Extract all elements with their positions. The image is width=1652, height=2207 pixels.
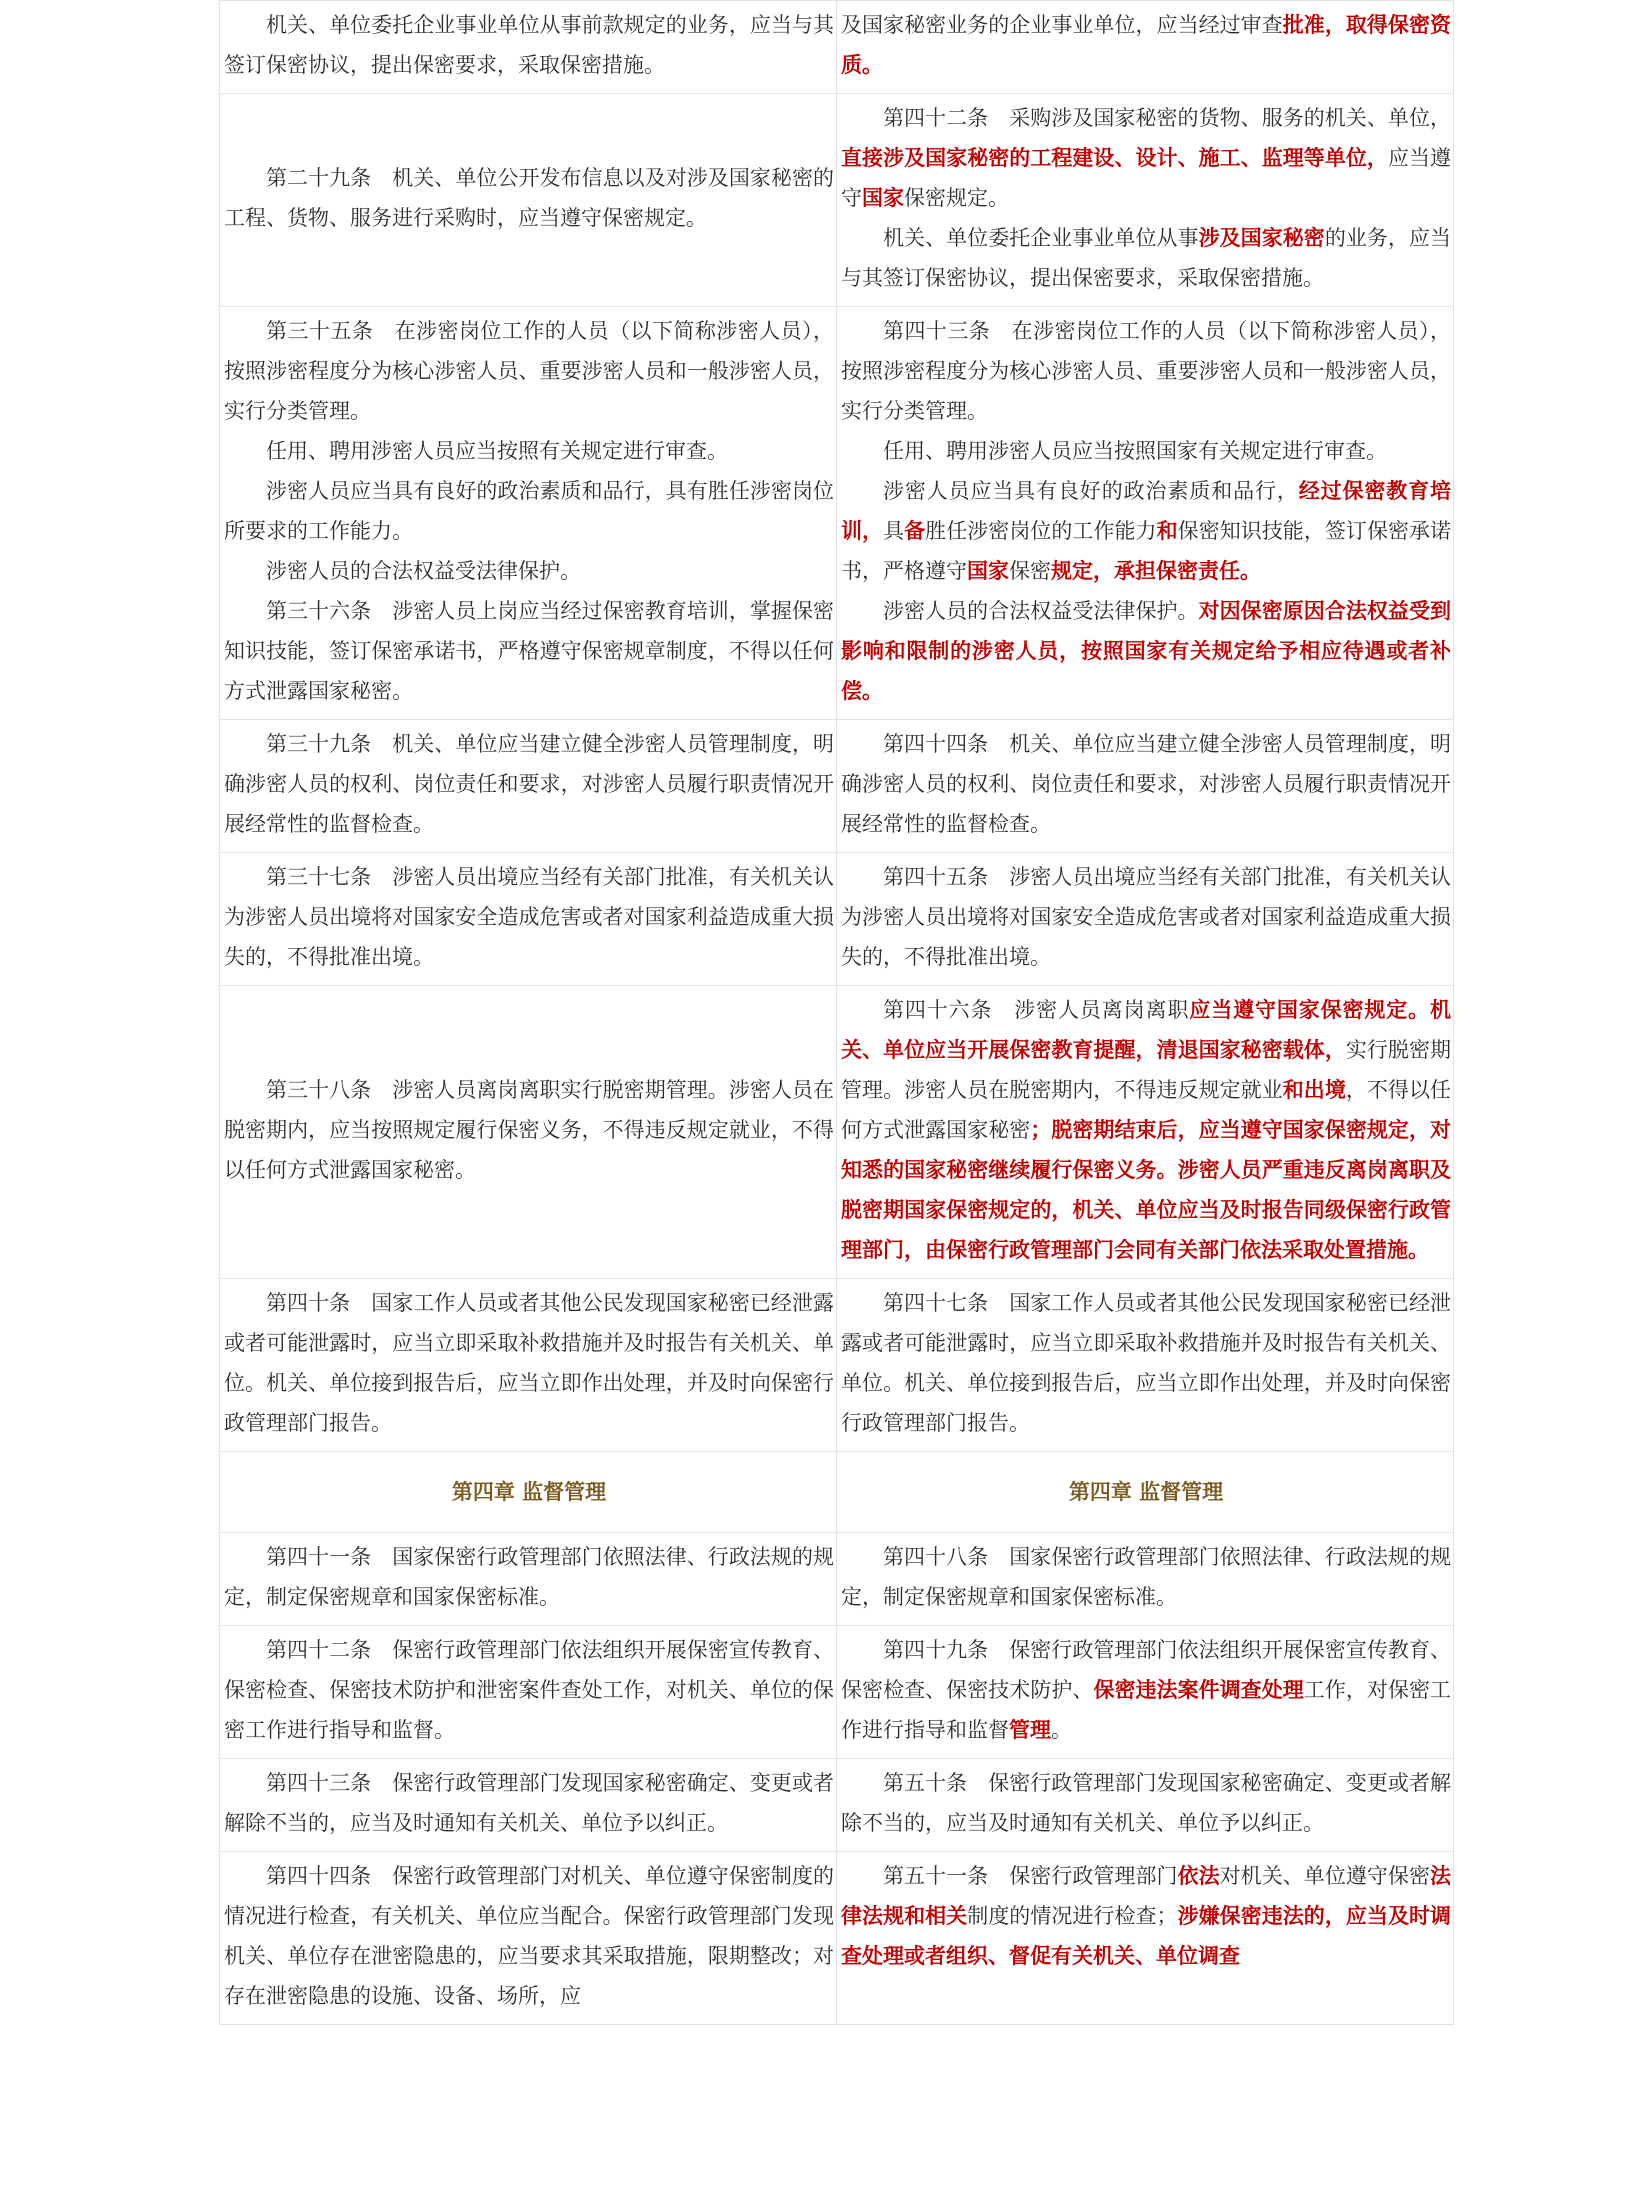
article-paragraph: [224, 1856, 834, 2016]
article-row: [220, 720, 1454, 853]
amended-text: 备: [904, 519, 926, 543]
article-text: 应当遵守: [841, 146, 1452, 210]
old-version-cell: [220, 720, 837, 853]
amended-text: 管理: [1009, 1718, 1051, 1742]
article-row: [220, 94, 1454, 307]
article-text: 第四十七条 国家工作人员或者其他公民发现国家秘密已经泄露或者可能泄露时，应当立即采取补救措施并及时报告有关机关、单位。机关、单位接到报告后，应当立即作出处理，并及时向保密行政管理部门报告。: [841, 1291, 1451, 1435]
article-text: 第四十八条 国家保密行政管理部门依照法律、行政法规的规定，制定保密规章和国家保密标准。: [841, 1545, 1451, 1609]
comparison-table-body: [220, 1, 1454, 2025]
article-text: 第四十六条 涉密人员离岗离职: [883, 998, 1190, 1022]
article-text: 保密规定。: [904, 186, 1009, 210]
article-text: 实行脱密期管理。涉密人员在脱密期内，不得违反规定就业: [841, 1038, 1452, 1102]
article-text: 第三十八条 涉密人员离岗离职实行脱密期管理。涉密人员在脱密期内，应当按照规定履行保密义务，不得违反规定就业，不得以任何方式泄露国家秘密。: [224, 1078, 834, 1182]
old-version-cell: [220, 94, 837, 307]
article-paragraph: [841, 1856, 1451, 1976]
amended-text: 和: [1156, 519, 1178, 543]
article-paragraph: [841, 857, 1451, 977]
article-row: [220, 853, 1454, 986]
article-text: 第三十七条 涉密人员出境应当经有关部门批准，有关机关认为涉密人员出境将对国家安全造成危害或者对国家利益造成重大损失的，不得批准出境。: [224, 865, 834, 969]
article-paragraph: [841, 1537, 1451, 1617]
article-paragraph: [224, 311, 834, 431]
article-paragraph: [224, 431, 834, 471]
old-version-cell: [220, 307, 837, 720]
new-version-cell: [837, 1626, 1454, 1759]
article-paragraph: [841, 218, 1451, 298]
article-text: 第四十三条 保密行政管理部门发现国家秘密确定、变更或者解除不当的，应当及时通知有关机关、单位予以纠正。: [224, 1771, 834, 1835]
article-text: 第五十条 保密行政管理部门发现国家秘密确定、变更或者解除不当的，应当及时通知有关机关、单位予以纠正。: [841, 1771, 1451, 1835]
article-paragraph: [841, 311, 1451, 431]
article-paragraph: [224, 471, 834, 551]
amended-text: 对因保密原因合法权益受到影响和限制的涉密人员，按照国家有关规定给予相应待遇或者补偿。: [841, 599, 1452, 703]
amended-text: 依法: [1177, 1864, 1220, 1888]
amended-text: 批准，取得保密资质。: [841, 13, 1451, 77]
article-text: 机关、单位委托企业事业单位从事前款规定的业务，应当与其签订保密协议，提出保密要求，采取保密措施。: [224, 13, 834, 77]
article-row: [220, 1626, 1454, 1759]
amended-text: 国家: [862, 186, 904, 210]
article-text: 制度的情况进行检查；: [967, 1904, 1178, 1928]
article-text: 涉密人员应当具有良好的政治素质和品行，具有胜任涉密岗位所要求的工作能力。: [224, 479, 834, 543]
article-row: [220, 1852, 1454, 2025]
article-text: 胜任涉密岗位的工作能力: [925, 519, 1157, 543]
article-paragraph: [224, 5, 834, 85]
article-text: 第四十五条 涉密人员出境应当经有关部门批准，有关机关认为涉密人员出境将对国家安全造成危害或者对国家利益造成重大损失的，不得批准出境。: [841, 865, 1451, 969]
chapter-heading: 第四章 监督管理: [1068, 1480, 1224, 1504]
new-version-cell: [837, 1279, 1454, 1452]
article-paragraph: [841, 1283, 1451, 1443]
article-text: 第四十二条 采购涉及国家秘密的货物、服务的机关、单位，: [883, 106, 1451, 130]
amended-text: 国家: [967, 559, 1009, 583]
article-text: 的业务，应当与其签订保密协议，提出保密要求，采取保密措施。: [841, 226, 1452, 290]
article-paragraph: [224, 158, 834, 238]
amended-text: ；脱密期结束后，应当遵守国家保密规定，对知悉的国家秘密继续履行保密义务。涉密人员严重违反离岗离职及脱密期国家保密规定的，机关、单位应当及时报告同级保密行政管理部门，由保密行政管理部门会同有关部门依法采取处置措施。: [841, 1118, 1452, 1262]
old-version-cell: [220, 853, 837, 986]
article-paragraph: [224, 724, 834, 844]
article-text: 第三十五条 在涉密岗位工作的人员（以下简称涉密人员），按照涉密程度分为核心涉密人员、重要涉密人员和一般涉密人员，实行分类管理。: [224, 319, 834, 423]
article-paragraph: [224, 1070, 834, 1190]
article-row: [220, 1279, 1454, 1452]
article-row: [220, 1533, 1454, 1626]
article-text: 具: [883, 519, 905, 543]
article-text: 机关、单位委托企业事业单位从事: [883, 226, 1199, 250]
amended-text: 保密违法案件调查处理: [1093, 1678, 1304, 1702]
article-text: 涉密人员的合法权益受法律保护。: [883, 599, 1199, 623]
old-version-cell: [220, 1533, 837, 1626]
article-text: 第四十条 国家工作人员或者其他公民发现国家秘密已经泄露或者可能泄露时，应当立即采取补救措施并及时报告有关机关、单位。机关、单位接到报告后，应当立即作出处理，并及时向保密行政管理部门报告。: [224, 1291, 834, 1435]
old-version-cell: [220, 1626, 837, 1759]
article-paragraph: [224, 1630, 834, 1750]
article-paragraph: [224, 1763, 834, 1843]
article-text: 第四十九条 保密行政管理部门依法组织开展保密宣传教育、保密检查、保密技术防护、: [841, 1638, 1451, 1702]
article-paragraph: [841, 1763, 1451, 1843]
amended-text: 涉及国家秘密: [1198, 226, 1325, 250]
article-text: 。: [1051, 1718, 1072, 1742]
old-version-cell: [220, 1452, 837, 1533]
old-version-cell: [220, 1852, 837, 2025]
article-text: 第四十二条 保密行政管理部门依法组织开展保密宣传教育、保密检查、保密技术防护和泄密案件查处工作，对机关、单位的保密工作进行指导和监督。: [224, 1638, 834, 1742]
article-paragraph: [841, 990, 1451, 1270]
article-row: [220, 986, 1454, 1279]
old-version-cell: [220, 1759, 837, 1852]
amended-text: 法律法规和相关: [841, 1864, 1452, 1928]
article-paragraph: [841, 591, 1451, 711]
old-version-cell: [220, 1, 837, 94]
article-text: 第四十一条 国家保密行政管理部门依照法律、行政法规的规定，制定保密规章和国家保密标准。: [224, 1545, 834, 1609]
new-version-cell: [837, 720, 1454, 853]
article-paragraph: [841, 471, 1451, 591]
amended-text: 涉嫌保密违法的，应当及时调查处理或者组织、督促有关机关、单位调查: [841, 1904, 1452, 1968]
article-text: 保密: [1009, 559, 1051, 583]
article-text: 涉密人员应当具有良好的政治素质和品行，: [883, 479, 1299, 503]
new-version-cell: [837, 94, 1454, 307]
article-row: [220, 307, 1454, 720]
article-paragraph: [224, 1283, 834, 1443]
old-version-cell: [220, 986, 837, 1279]
new-version-cell: [837, 1759, 1454, 1852]
article-text: 第四十四条 保密行政管理部门对机关、单位遵守保密制度的情况进行检查，有关机关、单位应当配合。保密行政管理部门发现机关、单位存在泄密隐患的，应当要求其采取措施，限期整改；对存在泄密隐患的设施、设备、场所，应: [224, 1864, 834, 2008]
article-paragraph: [224, 1537, 834, 1617]
article-paragraph: [841, 5, 1451, 85]
chapter-row: [220, 1452, 1454, 1533]
article-paragraph: [224, 857, 834, 977]
article-row: [220, 1, 1454, 94]
new-version-cell: [837, 1852, 1454, 2025]
new-version-cell: [837, 853, 1454, 986]
article-text: 第三十九条 机关、单位应当建立健全涉密人员管理制度，明确涉密人员的权利、岗位责任和要求，对涉密人员履行职责情况开展经常性的监督检查。: [224, 732, 834, 836]
article-paragraph: [841, 431, 1451, 471]
article-text: ，不得以任何方式泄露国家秘密: [841, 1078, 1452, 1142]
new-version-cell: [837, 1, 1454, 94]
new-version-cell: [837, 986, 1454, 1279]
article-text: 工作，对保密工作进行指导和监督: [841, 1678, 1452, 1742]
article-paragraph: [224, 551, 834, 591]
new-version-cell: [837, 307, 1454, 720]
article-paragraph: [224, 591, 834, 711]
amended-text: 规定，承担保密责任。: [1051, 559, 1261, 583]
new-version-cell: [837, 1533, 1454, 1626]
article-text: 对机关、单位遵守保密: [1219, 1864, 1431, 1888]
article-text: 及国家秘密业务的企业事业单位，应当经过审查: [841, 13, 1283, 37]
comparison-table: [219, 0, 1454, 2025]
article-text: 任用、聘用涉密人员应当按照有关规定进行审查。: [266, 439, 728, 463]
chapter-heading: 第四章 监督管理: [451, 1480, 607, 1504]
new-version-cell: [837, 1452, 1454, 1533]
article-text: 第二十九条 机关、单位公开发布信息以及对涉及国家秘密的工程、货物、服务进行采购时，应当遵守保密规定。: [224, 166, 834, 230]
old-version-cell: [220, 1279, 837, 1452]
amended-text: 应当遵守国家保密规定。机关、单位应当开展保密教育提醒，清退国家秘密载体，: [841, 998, 1452, 1062]
amended-text: 经过保密教育培训，: [841, 479, 1451, 543]
article-text: 第三十六条 涉密人员上岗应当经过保密教育培训，掌握保密知识技能，签订保密承诺书，严格遵守保密规章制度，不得以任何方式泄露国家秘密。: [224, 599, 834, 703]
article-text: 任用、聘用涉密人员应当按照国家有关规定进行审查。: [883, 439, 1387, 463]
article-row: [220, 1759, 1454, 1852]
article-paragraph: [841, 1630, 1451, 1750]
article-text: 保密知识技能，签订保密承诺书，严格遵守: [841, 519, 1452, 583]
article-text: 第四十四条 机关、单位应当建立健全涉密人员管理制度，明确涉密人员的权利、岗位责任和要求，对涉密人员履行职责情况开展经常性的监督检查。: [841, 732, 1451, 836]
article-paragraph: [841, 98, 1451, 218]
article-text: 涉密人员的合法权益受法律保护。: [266, 559, 581, 583]
article-text: 第五十一条 保密行政管理部门: [883, 1864, 1178, 1888]
amended-text: 直接涉及国家秘密的工程建设、设计、施工、监理等单位，: [841, 146, 1388, 170]
article-paragraph: [841, 724, 1451, 844]
article-text: 第四十三条 在涉密岗位工作的人员（以下简称涉密人员），按照涉密程度分为核心涉密人员、重要涉密人员和一般涉密人员，实行分类管理。: [841, 319, 1451, 423]
amended-text: 和出境: [1282, 1078, 1346, 1102]
